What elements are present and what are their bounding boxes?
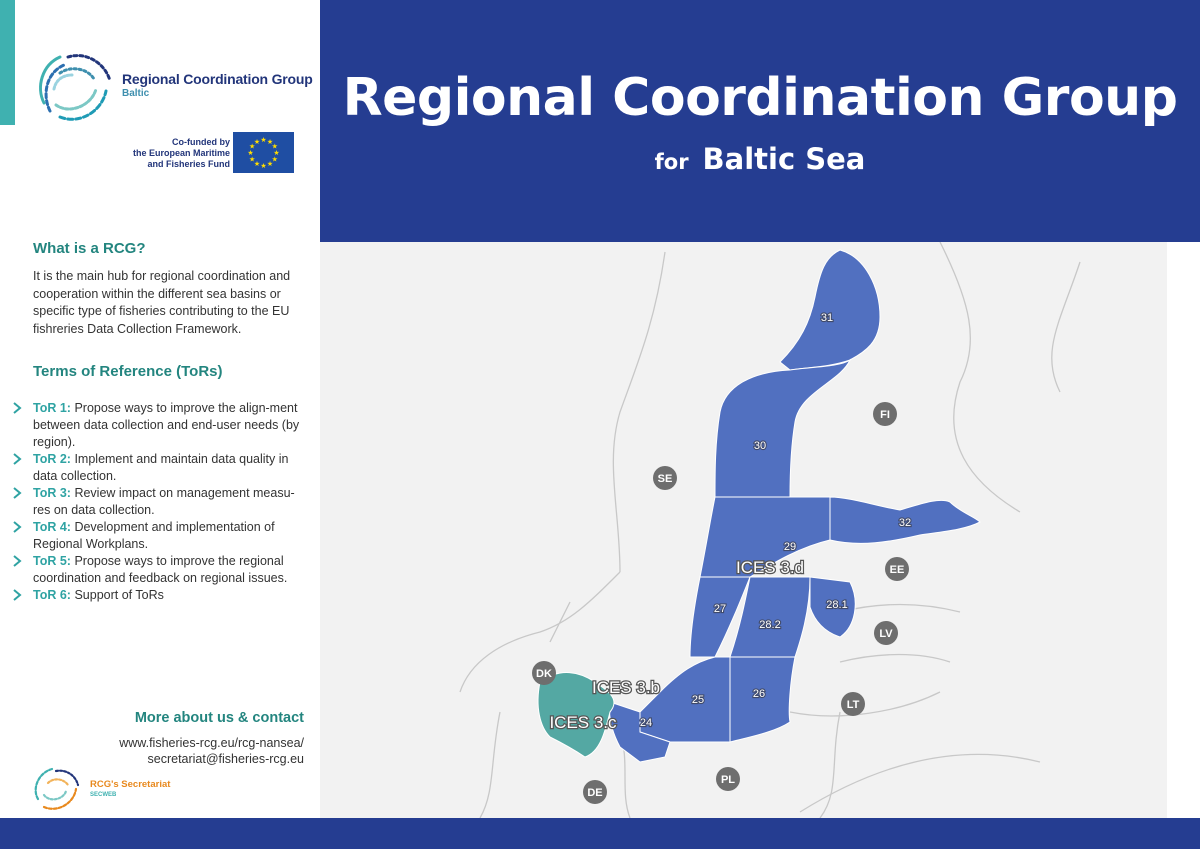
country-marker-lv[interactable] <box>874 621 898 645</box>
svg-text:★: ★ <box>260 136 267 144</box>
label-25: 25 <box>691 694 705 706</box>
country-label-lt: LT <box>846 699 860 711</box>
tor-key: ToR 1: <box>33 401 71 415</box>
svg-text:★: ★ <box>260 162 267 170</box>
baltic-map <box>320 242 1167 818</box>
tor-text: Propose ways to improve the align-ment between data collection and end-user needs (by region). <box>33 401 300 449</box>
label-24: 24 <box>639 717 653 729</box>
country-marker-lt[interactable] <box>841 692 865 716</box>
area-25 <box>640 657 730 742</box>
secretariat-logo <box>30 765 190 815</box>
country-marker-ee[interactable] <box>885 557 909 581</box>
country-marker-se[interactable] <box>653 466 677 490</box>
email-link[interactable]: secretariat@fisheries-rcg.eu <box>147 752 304 766</box>
svg-text:★: ★ <box>247 149 254 157</box>
tor-item-1 <box>10 400 310 451</box>
eu-flag-icon <box>233 132 294 173</box>
country-label-pl: PL <box>720 774 736 786</box>
tor-key: ToR 6: <box>33 588 71 602</box>
tor-key: ToR 4: <box>33 520 71 534</box>
tor-item-3 <box>10 485 310 519</box>
label-26: 26 <box>752 688 766 700</box>
label-29: 29 <box>783 541 797 553</box>
label-31: 31 <box>820 312 834 324</box>
tor-text: Propose ways to improve the regional coordination and feedback on regional issues. <box>33 554 288 585</box>
svg-text:★: ★ <box>253 160 261 169</box>
tors-heading: Terms of Reference (ToRs) <box>33 363 223 380</box>
svg-text:★: ★ <box>273 149 280 157</box>
country-label-se: SE <box>657 473 673 485</box>
subtitle-sea: Baltic Sea <box>702 142 866 176</box>
tor-text: Implement and maintain data quality in data collection. <box>33 452 289 483</box>
tor-key: ToR 5: <box>33 554 71 568</box>
secretariat-logo-icon <box>30 765 82 813</box>
subtitle-for: for <box>654 150 689 174</box>
tor-item-5 <box>10 553 310 587</box>
contact-heading: More about us & contact <box>134 710 304 726</box>
logo-title: Regional Coordination Group <box>122 71 313 87</box>
bottom-band <box>0 818 1200 849</box>
svg-text:★: ★ <box>266 160 274 169</box>
country-marker-de[interactable] <box>583 780 607 804</box>
label-ices-3b: ICES 3.b <box>591 678 661 697</box>
label-32: 32 <box>898 517 912 529</box>
tor-list <box>10 400 310 604</box>
label-28-2: 28.2 <box>759 619 781 631</box>
chevron-right-icon <box>10 554 24 568</box>
country-marker-fi[interactable] <box>873 402 897 426</box>
country-label-de: DE <box>587 787 603 799</box>
tor-item-2 <box>10 451 310 485</box>
accent-bar <box>0 0 15 125</box>
cofund-block <box>120 132 295 174</box>
country-marker-pl[interactable] <box>716 767 740 791</box>
sea-areas <box>609 250 980 762</box>
cofund-line-1: Co-funded by <box>172 137 230 147</box>
label-ices-3c: ICES 3.c <box>549 713 617 732</box>
logo-subtitle: Baltic <box>122 88 150 99</box>
tor-text: Review impact on management measu-res on data collection. <box>33 486 295 517</box>
label-30: 30 <box>753 440 767 452</box>
tor-key: ToR 3: <box>33 486 71 500</box>
eu-stars <box>233 132 294 173</box>
chevron-right-icon <box>10 486 24 500</box>
secretariat-subtitle: SECWEB <box>90 792 117 798</box>
svg-text:★: ★ <box>271 142 278 151</box>
what-is-heading: What is a RCG? <box>33 240 146 257</box>
label-27: 27 <box>713 603 727 615</box>
tor-item-6 <box>10 587 310 604</box>
chevron-right-icon <box>10 401 24 415</box>
svg-text:★: ★ <box>249 142 256 151</box>
label-28-1: 28.1 <box>826 599 848 611</box>
map-svg <box>320 242 1167 818</box>
svg-text:★: ★ <box>271 155 278 164</box>
cofund-line-2: the European Maritime <box>132 148 230 158</box>
page-subtitle <box>320 142 1200 176</box>
svg-text:★: ★ <box>266 137 274 146</box>
tor-key: ToR 2: <box>33 452 71 466</box>
country-marker-dk[interactable] <box>532 661 556 685</box>
area-31 <box>780 250 880 370</box>
cofund-line-3: and Fisheries Fund <box>147 159 230 169</box>
country-label-ee: EE <box>889 564 905 576</box>
header-band <box>320 0 1200 242</box>
area-30 <box>715 360 850 497</box>
page-title: Regional Coordination Group <box>342 68 1178 128</box>
tor-text: Development and implementation of Regional Workplans. <box>33 520 275 551</box>
tor-text: Support of ToRs <box>74 588 164 602</box>
cofund-text <box>120 137 230 170</box>
country-label-dk: DK <box>536 668 552 680</box>
label-ices-3d: ICES 3.d <box>735 558 805 577</box>
rcg-logo <box>30 45 313 125</box>
chevron-right-icon <box>10 588 24 602</box>
fish-school-logo-icon <box>30 45 118 127</box>
svg-text:★: ★ <box>253 137 261 146</box>
tor-item-4 <box>10 519 310 553</box>
chevron-right-icon <box>10 452 24 466</box>
secretariat-title: RCG's Secretariat <box>90 779 171 790</box>
what-is-text: It is the main hub for regional coordination and cooperation within the different sea basins or specific type of fisheries contributing to the EU fishreries Data Collection Framework. <box>33 269 291 336</box>
country-label-fi: FI <box>880 409 890 421</box>
country-label-lv: LV <box>879 628 893 640</box>
chevron-right-icon <box>10 520 24 534</box>
website-link[interactable]: www.fisheries-rcg.eu/rcg-nansea/ <box>119 736 304 750</box>
svg-text:★: ★ <box>249 155 256 164</box>
